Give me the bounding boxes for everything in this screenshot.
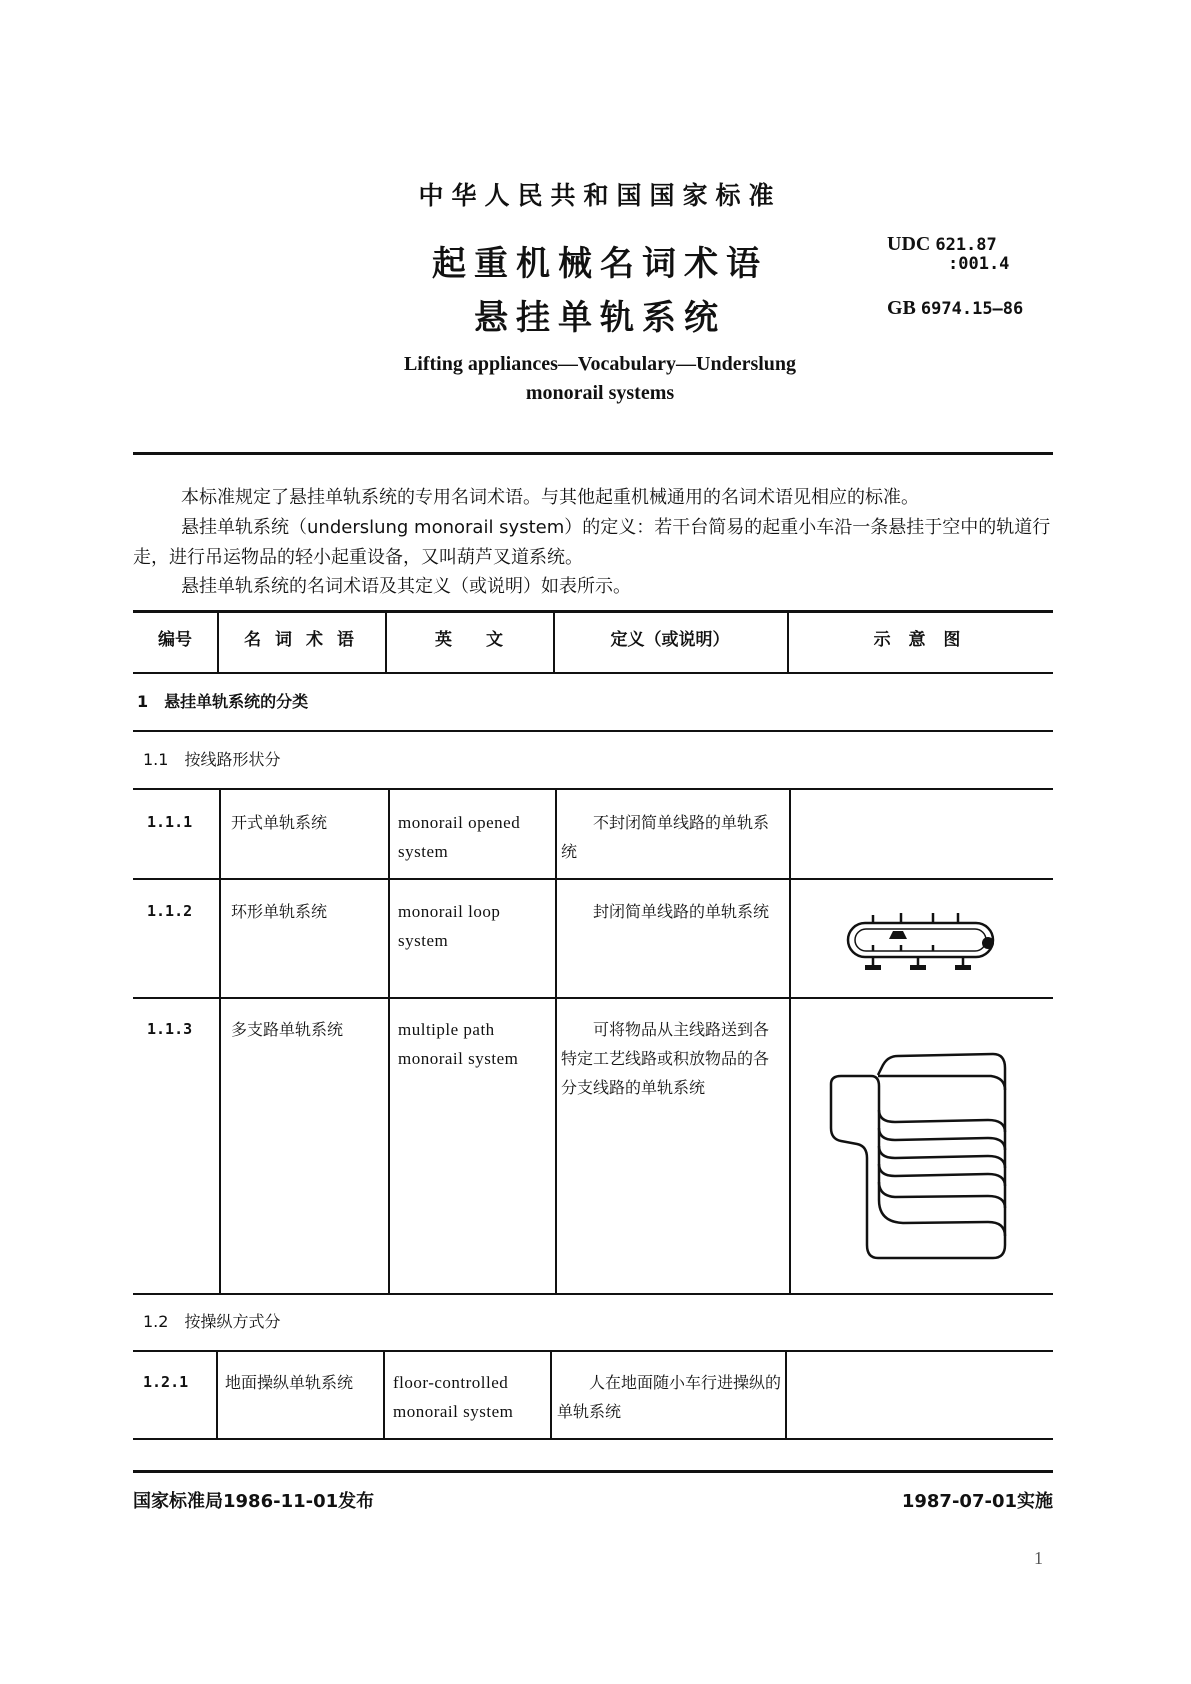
issue-date: 国家标准局1986-11-01发布 [133, 1491, 375, 1512]
table-rule [133, 788, 1053, 790]
english-title-line-2: monorail systems [525, 382, 675, 404]
column-divider [555, 788, 557, 1293]
row-number: 1.1.3 [147, 1020, 193, 1038]
intro-paragraph-2: 悬挂单轨系统（underslung monorail system）的定义：若干台简易的起重小车沿一条悬挂于空中的轨道行走，进行吊运物品的轻小起重设备，又叫葫芦叉道系统。 [133, 517, 1051, 568]
row-term: 环形单轨系统 [231, 902, 328, 921]
loop-monorail-diagram-icon [833, 893, 1013, 983]
column-divider [216, 1350, 218, 1438]
section-1-2-heading: 1.2 按操纵方式分 [143, 1312, 281, 1331]
udc-code [887, 234, 997, 255]
column-divider [789, 788, 791, 1293]
column-divider [785, 1350, 787, 1438]
udc-number-2: :001.4 [948, 254, 1010, 274]
row-english: monorail loop system [398, 902, 501, 950]
page-number: 1 [1034, 1548, 1043, 1568]
column-header-term: 名 词 术 语 [244, 630, 358, 650]
intro-paragraph-1: 本标准规定了悬挂单轨系统的专用名词术语。与其他起重机械通用的名词术语见相应的标准。 [181, 487, 919, 508]
row-english: multiple path monorail system [398, 1020, 519, 1068]
row-term: 开式单轨系统 [231, 813, 328, 832]
intro-paragraph-3: 悬挂单轨系统的名词术语及其定义（或说明）如表所示。 [181, 576, 631, 597]
column-header-definition: 定义（或说明） [610, 630, 730, 650]
table-bottom-rule [133, 1438, 1053, 1440]
row-definition: 封闭简单线路的单轨系统 [593, 902, 770, 921]
udc-label: UDC [887, 233, 931, 255]
effective-date: 1987-07-01实施 [901, 1491, 1053, 1512]
table-rule [133, 730, 1053, 732]
footer-divider [133, 1470, 1053, 1473]
column-divider [219, 788, 221, 1293]
table-header-rule [133, 672, 1053, 674]
title-line-2: 悬挂单轨系统 [474, 298, 726, 338]
title-line-1: 起重机械名词术语 [432, 244, 768, 284]
column-header-english: 英 文 [435, 630, 503, 650]
row-number: 1.2.1 [143, 1373, 189, 1391]
section-1-1-heading: 1.1 按线路形状分 [143, 750, 281, 769]
udc-number: 621.87 [935, 235, 997, 255]
gb-code [887, 297, 1023, 320]
row-english: floor-controlled monorail system [393, 1373, 514, 1421]
row-english: monorail opened system [398, 813, 521, 861]
column-divider [388, 788, 390, 1293]
table-top-rule [133, 610, 1053, 613]
row-definition: 不封闭简单线路的单轨系统 [561, 813, 770, 861]
gb-number: 6974.15—86 [920, 299, 1024, 319]
row-definition: 可将物品从主线路送到各特定工艺线路或积放物品的各分支线路的单轨系统 [561, 1020, 770, 1097]
column-divider [550, 1350, 552, 1438]
section-1-heading: 1 悬挂单轨系统的分类 [137, 692, 309, 711]
english-title-line-1: Lifting appliances—Vocabulary—Underslung [403, 353, 797, 375]
gb-label: GB [887, 297, 916, 319]
row-term: 多支路单轨系统 [231, 1020, 344, 1039]
header-divider [133, 452, 1053, 455]
row-definition: 人在地面随小车行进操纵的单轨系统 [557, 1373, 782, 1421]
column-header-number: 编号 [158, 630, 192, 650]
table-rule [133, 997, 1053, 999]
table-rule [133, 878, 1053, 880]
row-term: 地面操纵单轨系统 [225, 1373, 354, 1392]
row-number: 1.1.1 [147, 813, 193, 831]
table-rule [133, 1350, 1053, 1352]
national-standard-heading: 中华人民共和国国家标准 [418, 181, 782, 210]
row-number: 1.1.2 [147, 902, 193, 920]
table-rule [133, 1293, 1053, 1295]
multi-path-monorail-diagram-icon [823, 1040, 1023, 1280]
column-header-diagram: 示 意 图 [873, 630, 967, 650]
